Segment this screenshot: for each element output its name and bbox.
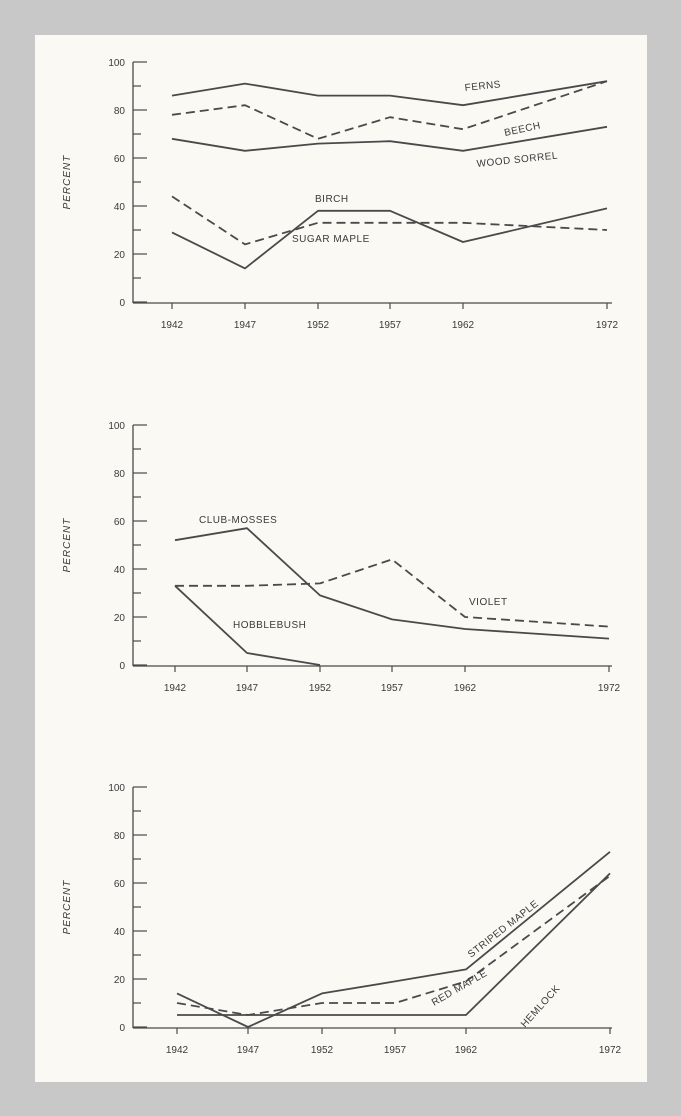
series-label-hemlock: HEMLOCK bbox=[519, 983, 563, 1031]
y-tick-label: 0 bbox=[119, 298, 125, 309]
figure-page bbox=[35, 35, 647, 1082]
y-tick-label: 40 bbox=[113, 565, 125, 576]
series-label-red-maple: RED MAPLE bbox=[430, 967, 490, 1009]
y-tick-label: 80 bbox=[113, 469, 125, 480]
series-line-ferns bbox=[172, 81, 607, 105]
series-line-sugar-maple bbox=[172, 196, 607, 244]
chart-panel-3 bbox=[62, 783, 622, 1056]
y-tick-label: 20 bbox=[113, 250, 125, 261]
x-tick-label: 1957 bbox=[378, 320, 402, 331]
y-axis-title: PERCENT bbox=[62, 879, 73, 935]
series-label-club-mosses: CLUB-MOSSES bbox=[199, 515, 278, 526]
y-tick-label: 40 bbox=[113, 927, 125, 938]
series-line-wood-sorrel bbox=[172, 127, 607, 151]
x-tick-label: 1942 bbox=[160, 320, 184, 331]
y-tick-label: 100 bbox=[108, 421, 125, 432]
series-label-ferns: FERNS bbox=[464, 79, 502, 94]
x-tick-label: 1947 bbox=[235, 683, 259, 694]
x-tick-label: 1972 bbox=[597, 683, 621, 694]
chart-panel-1 bbox=[62, 58, 619, 331]
x-tick-label: 1962 bbox=[451, 320, 475, 331]
series-label-beech: BEECH bbox=[503, 120, 542, 139]
x-tick-label: 1942 bbox=[165, 1045, 189, 1056]
y-tick-label: 20 bbox=[113, 613, 125, 624]
y-tick-label: 80 bbox=[113, 106, 125, 117]
series-label-sugar-maple: SUGAR MAPLE bbox=[292, 234, 370, 245]
series-line-beech bbox=[172, 81, 607, 139]
x-tick-label: 1952 bbox=[306, 320, 330, 331]
y-tick-label: 60 bbox=[113, 154, 125, 165]
x-tick-label: 1957 bbox=[380, 683, 404, 694]
x-tick-label: 1952 bbox=[308, 683, 332, 694]
y-tick-label: 0 bbox=[119, 1023, 125, 1034]
x-tick-label: 1952 bbox=[310, 1045, 334, 1056]
y-axis-title: PERCENT bbox=[62, 517, 73, 573]
y-tick-label: 40 bbox=[113, 202, 125, 213]
series-label-striped-maple: STRIPED MAPLE bbox=[466, 898, 542, 961]
y-tick-label: 100 bbox=[108, 783, 125, 794]
y-tick-label: 20 bbox=[113, 975, 125, 986]
series-label-birch: BIRCH bbox=[315, 194, 349, 205]
y-tick-label: 60 bbox=[113, 879, 125, 890]
chart-panel-2 bbox=[62, 421, 621, 694]
x-tick-label: 1962 bbox=[453, 683, 477, 694]
x-tick-label: 1942 bbox=[163, 683, 187, 694]
x-tick-label: 1947 bbox=[236, 1045, 260, 1056]
x-tick-label: 1962 bbox=[454, 1045, 478, 1056]
x-tick-label: 1957 bbox=[383, 1045, 407, 1056]
figure-svg bbox=[35, 35, 647, 1082]
y-tick-label: 60 bbox=[113, 517, 125, 528]
series-label-violet: VIOLET bbox=[469, 597, 508, 608]
y-tick-label: 100 bbox=[108, 58, 125, 69]
series-line-violet bbox=[175, 559, 609, 626]
y-axis-title: PERCENT bbox=[62, 154, 73, 210]
series-label-hobblebush: HOBBLEBUSH bbox=[233, 620, 307, 631]
series-label-wood-sorrel: WOOD SORREL bbox=[476, 150, 559, 170]
y-tick-label: 80 bbox=[113, 831, 125, 842]
x-tick-label: 1972 bbox=[595, 320, 619, 331]
x-tick-label: 1972 bbox=[598, 1045, 622, 1056]
x-tick-label: 1947 bbox=[233, 320, 257, 331]
y-tick-label: 0 bbox=[119, 661, 125, 672]
